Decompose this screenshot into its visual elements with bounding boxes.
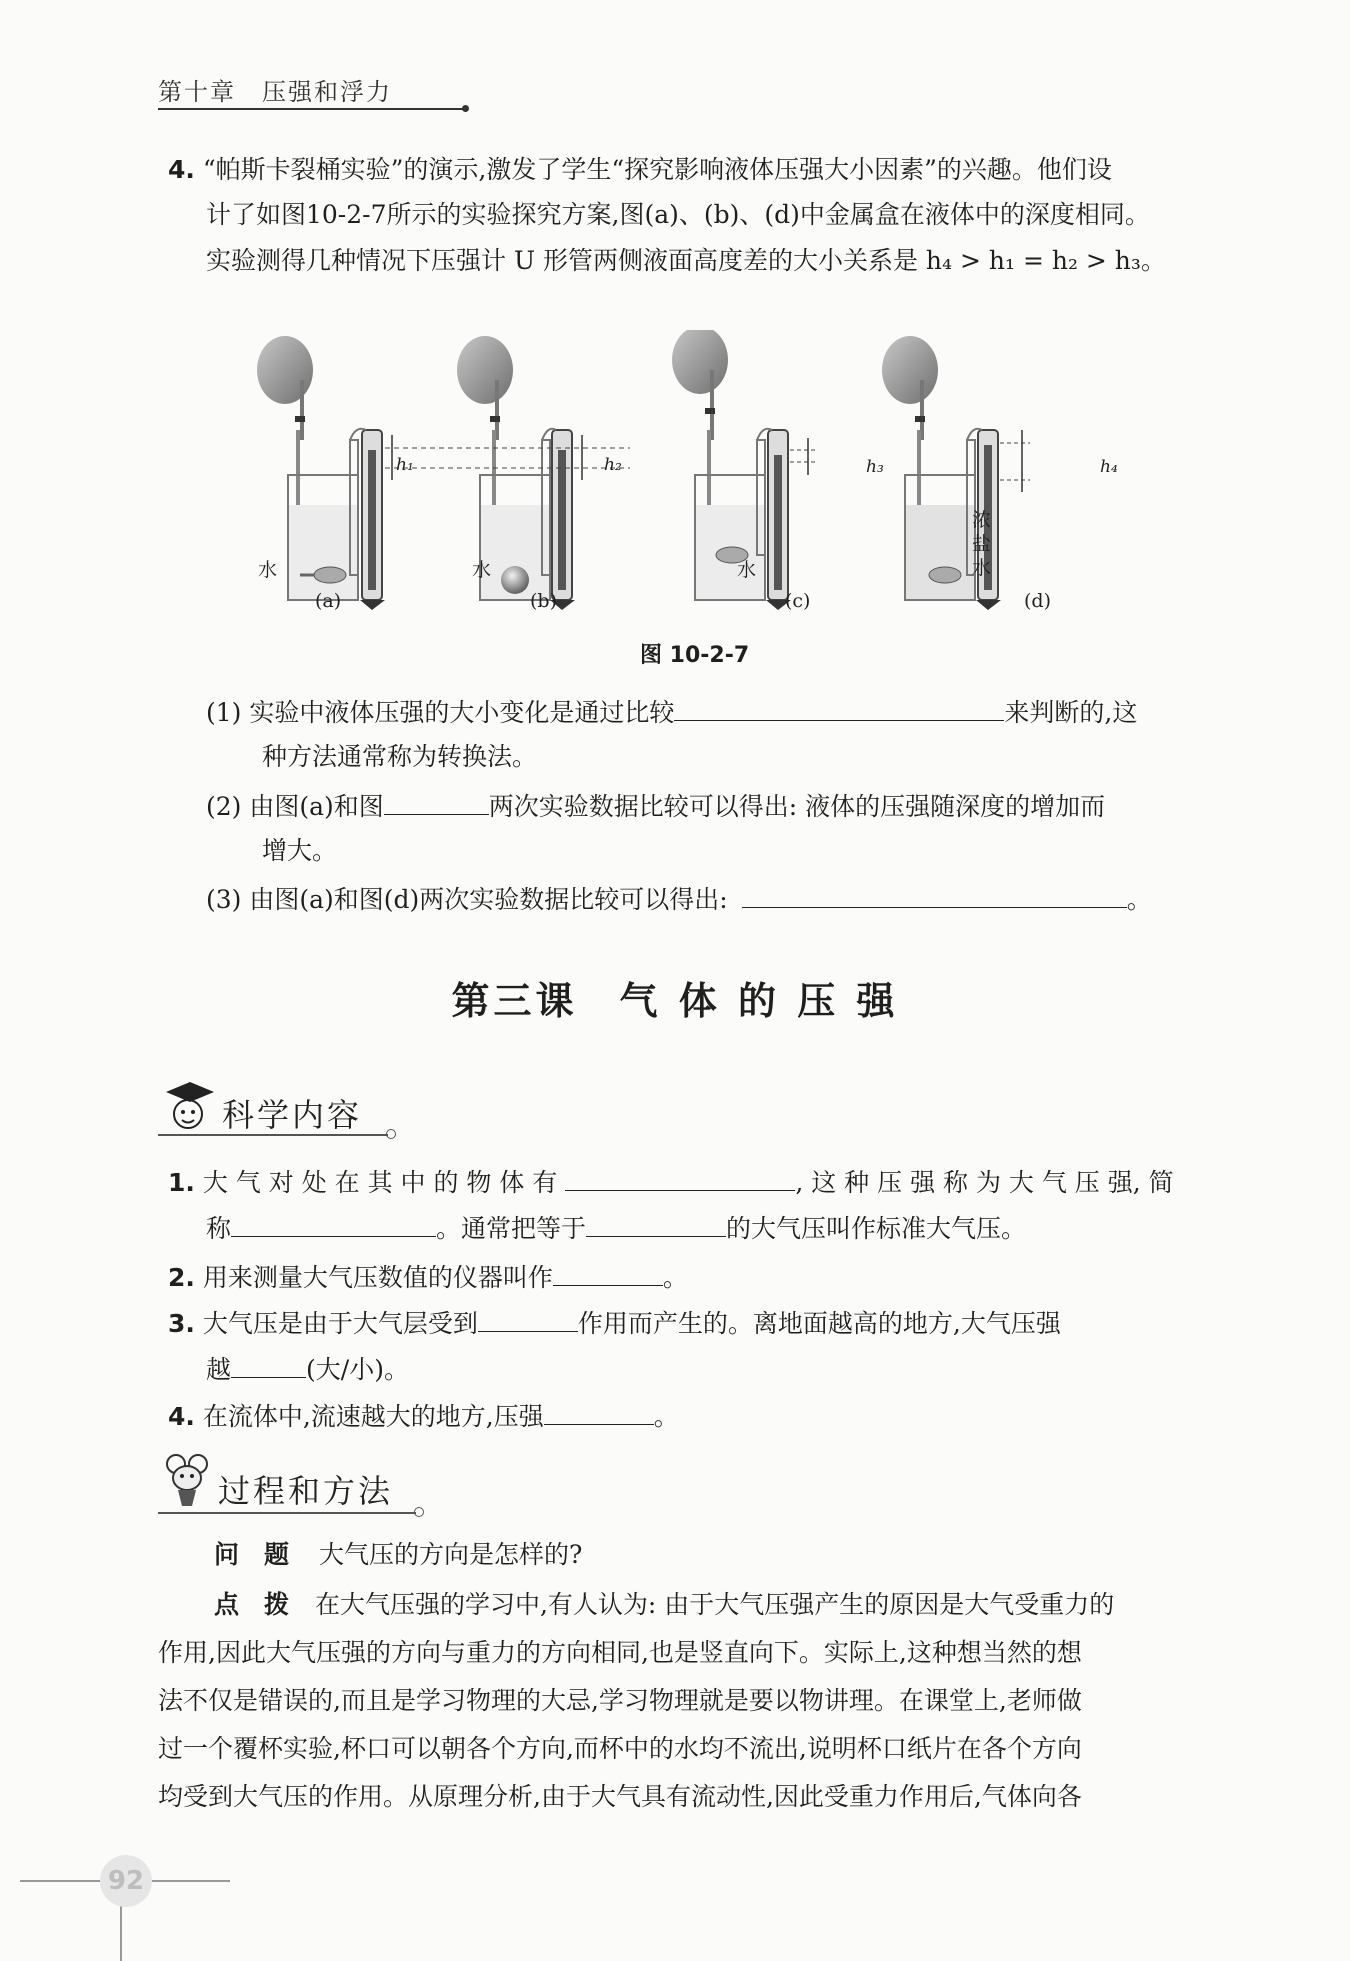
section-process-method-title: 过程和方法 [218, 1472, 394, 1510]
s1-item-1 [168, 1164, 1174, 1200]
liquid-label-c: 水 [737, 559, 757, 581]
panel-label-d: (d) [1024, 590, 1051, 612]
q4-sub-3 [206, 881, 1152, 917]
answer-blank-2[interactable] [384, 788, 489, 815]
answer-blank-1[interactable] [674, 694, 1004, 721]
answer-blank-10[interactable] [544, 1398, 654, 1425]
q4-sub-1-cont: 种方法通常称为转换法。 [262, 742, 538, 771]
s1-item-1-cont-mid: 。通常把等于 [436, 1214, 587, 1243]
section-science-content-title: 科学内容 [222, 1096, 363, 1134]
q4-sub-2-cont: 增大。 [262, 836, 338, 865]
header-dot [462, 105, 469, 112]
section2-rule [158, 1512, 416, 1514]
section1-rule [158, 1134, 388, 1136]
q4-text-1: “帕斯卡裂桶实验”的演示,激发了学生“探究影响液体压强大小因素”的兴趣。他们设 [202, 155, 1112, 184]
answer-blank-3[interactable] [742, 881, 1127, 908]
hint-line-5: 均受到大气压的作用。从原理分析,由于大气具有流动性,因此受重力作用后,气体向各 [158, 1782, 1082, 1811]
figure-caption: 图 10-2-7 [640, 643, 750, 668]
section1-rule-end [386, 1129, 396, 1139]
liquid-label-a: 水 [258, 559, 278, 581]
header-rule [158, 108, 468, 110]
s1-item-1-cont-text: 称 [206, 1214, 232, 1243]
q4-sub-3-text: (3) 由图(a)和图(d)两次实验数据比较可以得出: [206, 885, 728, 914]
hint-line-4: 过一个覆杯实验,杯口可以朝各个方向,而杯中的水均不流出,说明杯口纸片在各个方向 [158, 1734, 1082, 1763]
s1-item-3-cont-text: 越 [206, 1355, 232, 1384]
q4-line-1 [168, 153, 1112, 187]
s1-item-4 [168, 1398, 679, 1434]
answer-blank-4[interactable] [565, 1164, 795, 1191]
q4-sub-2-tail: 两次实验数据比较可以得出: 液体的压强随深度的增加而 [488, 792, 1106, 821]
s1-item-2-text: 用来测量大气压数值的仪器叫作 [202, 1263, 553, 1292]
answer-blank-5[interactable] [231, 1210, 436, 1237]
s1-item-2-number: 2. [168, 1263, 195, 1292]
hint-label: 点 拨 [214, 1590, 290, 1619]
liquid-label-b: 水 [472, 559, 492, 581]
answer-blank-9[interactable] [231, 1351, 306, 1378]
q4-sub-1 [206, 694, 1137, 730]
chapter-header: 第十章 压强和浮力 [158, 78, 392, 106]
q4-number: 4. [168, 155, 195, 184]
s1-item-3-text: 大气压是由于大气层受到 [202, 1309, 478, 1338]
s1-item-1-tail: , 这 种 压 强 称 为 大 气 压 强, 简 [795, 1168, 1174, 1197]
answer-blank-8[interactable] [478, 1305, 578, 1332]
s1-item-2-tail: 。 [662, 1263, 688, 1292]
s1-item-3-cont [206, 1351, 409, 1387]
h3-label: h₃ [866, 457, 884, 477]
q4-sub-1-tail: 来判断的,这 [1004, 698, 1138, 727]
hint-line-3: 法不仅是错误的,而且是学习物理的大忌,学习物理就是要以物讲理。在课堂上,老师做 [158, 1686, 1082, 1715]
hint-line-1 [214, 1588, 1114, 1622]
q4-line-2: 计了如图10-2-7所示的实验探究方案,图(a)、(b)、(d)中金属盒在液体中的深度相同。 [206, 200, 1150, 229]
panel-label-b: (b) [530, 590, 557, 612]
q4-line-3: 实验测得几种情况下压强计 U 形管两侧液面高度差的大小关系是 h₄ > h₁ = h₂ > h₃。 [206, 246, 1166, 275]
graduate-cap-icon [162, 1078, 218, 1134]
question-label: 问 题 [214, 1540, 290, 1569]
panel-label-c: (c) [785, 590, 811, 612]
s1-item-3 [168, 1305, 1061, 1341]
s1-item-3-tail: 作用而产生的。离地面越高的地方,大气压强 [577, 1309, 1061, 1338]
s1-item-4-number: 4. [168, 1402, 195, 1431]
page-number: 92 [100, 1855, 152, 1907]
s1-item-3-cont-tail: (大/小)。 [306, 1355, 409, 1384]
h2-label: h₂ [604, 455, 622, 475]
q4-sub-2-text: (2) 由图(a)和图 [206, 792, 384, 821]
answer-blank-7[interactable] [553, 1259, 663, 1286]
hand-d-icon [882, 336, 938, 404]
s1-item-1-cont [206, 1210, 1026, 1246]
q4-sub-2 [206, 788, 1105, 824]
hand-a-icon [257, 336, 313, 404]
q4-sub-1-text: (1) 实验中液体压强的大小变化是通过比较 [206, 698, 675, 727]
panel-label-a: (a) [315, 590, 342, 612]
hand-b-icon [457, 336, 513, 404]
s1-item-1-cont-tail: 的大气压叫作标准大气压。 [726, 1214, 1027, 1243]
s1-item-1-text: 大 气 对 处 在 其 中 的 物 体 有 [202, 1168, 558, 1197]
hint-text-1: 在大气压强的学习中,有人认为: 由于大气压强产生的原因是大气受重力的 [314, 1590, 1115, 1619]
q4-sub-3-tail: 。 [1126, 885, 1152, 914]
footer-vertical-rule [120, 1905, 122, 1961]
question-text: 大气压的方向是怎样的? [318, 1540, 583, 1569]
s1-item-4-tail: 。 [653, 1402, 679, 1431]
lesson-title: 第三课 气 体 的 压 强 [451, 979, 899, 1023]
liquid-label-d: 浓盐水 [972, 509, 992, 579]
s1-item-2 [168, 1259, 688, 1295]
metal-sphere-icon [501, 566, 529, 594]
h4-label: h₄ [1100, 457, 1118, 477]
hand-c-icon [672, 330, 728, 394]
s1-item-3-number: 3. [168, 1309, 195, 1338]
section2-rule-end [414, 1507, 424, 1517]
s1-item-4-text: 在流体中,流速越大的地方,压强 [202, 1402, 544, 1431]
mouse-mascot-icon [160, 1452, 216, 1510]
answer-blank-6[interactable] [586, 1210, 726, 1237]
h1-label: h₁ [396, 455, 414, 475]
panel-d-apparatus [882, 336, 1030, 610]
s1-item-1-number: 1. [168, 1168, 195, 1197]
hint-line-2: 作用,因此大气压强的方向与重力的方向相同,也是竖直向下。实际上,这种想当然的想 [158, 1638, 1082, 1667]
question-row [214, 1538, 582, 1572]
figure-10-2-7 [240, 330, 1120, 630]
